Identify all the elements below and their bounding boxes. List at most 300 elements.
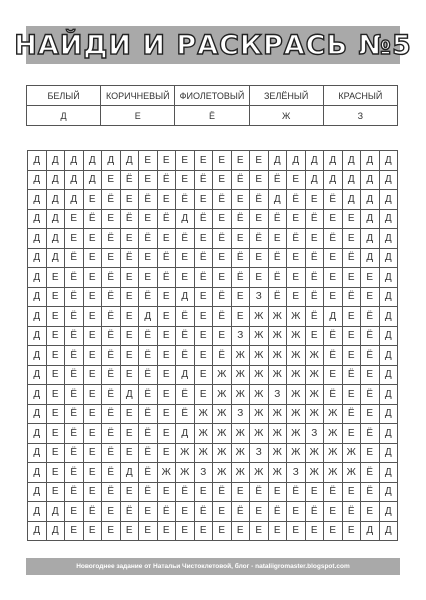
grid-cell[interactable]: Ё: [268, 287, 287, 307]
grid-cell[interactable]: Ё: [231, 248, 250, 268]
grid-cell[interactable]: Ё: [102, 326, 121, 346]
grid-cell[interactable]: Е: [361, 404, 380, 424]
grid-cell[interactable]: Ё: [305, 287, 324, 307]
grid-cell[interactable]: Е: [120, 190, 139, 210]
grid-cell[interactable]: Ё: [305, 307, 324, 327]
grid-cell[interactable]: Ё: [176, 190, 195, 210]
grid-cell[interactable]: Ё: [83, 502, 102, 522]
grid-cell[interactable]: Е: [342, 482, 361, 502]
grid-cell[interactable]: Д: [28, 248, 47, 268]
grid-cell[interactable]: Д: [379, 209, 398, 229]
grid-cell[interactable]: З: [268, 385, 287, 405]
grid-cell[interactable]: Ё: [65, 287, 84, 307]
grid-cell[interactable]: Ж: [250, 385, 269, 405]
grid-cell[interactable]: Ё: [120, 502, 139, 522]
grid-cell[interactable]: Е: [46, 346, 65, 366]
grid-cell[interactable]: Ё: [65, 307, 84, 327]
grid-cell[interactable]: Д: [28, 287, 47, 307]
grid-cell[interactable]: Д: [46, 170, 65, 190]
grid-cell[interactable]: З: [287, 463, 306, 483]
grid-cell[interactable]: Е: [361, 365, 380, 385]
grid-cell[interactable]: Е: [361, 287, 380, 307]
grid-cell[interactable]: Е: [305, 482, 324, 502]
grid-cell[interactable]: Д: [379, 229, 398, 249]
grid-cell[interactable]: Е: [287, 502, 306, 522]
grid-cell[interactable]: Ё: [268, 502, 287, 522]
grid-cell[interactable]: Д: [379, 502, 398, 522]
grid-cell[interactable]: Д: [46, 151, 65, 171]
grid-cell[interactable]: Ё: [194, 502, 213, 522]
grid-cell[interactable]: Е: [120, 346, 139, 366]
grid-cell[interactable]: Ё: [268, 209, 287, 229]
grid-cell[interactable]: Ж: [194, 404, 213, 424]
grid-cell[interactable]: Е: [46, 463, 65, 483]
grid-cell[interactable]: Д: [361, 170, 380, 190]
grid-cell[interactable]: Е: [46, 404, 65, 424]
grid-cell[interactable]: Ж: [305, 404, 324, 424]
grid-cell[interactable]: Ж: [176, 463, 195, 483]
grid-cell[interactable]: Ё: [157, 209, 176, 229]
grid-cell[interactable]: Ж: [287, 443, 306, 463]
grid-cell[interactable]: Ё: [250, 229, 269, 249]
grid-cell[interactable]: Е: [102, 502, 121, 522]
grid-cell[interactable]: Е: [83, 424, 102, 444]
grid-cell[interactable]: Е: [213, 151, 232, 171]
grid-cell[interactable]: Ж: [324, 443, 343, 463]
grid-cell[interactable]: Ё: [342, 248, 361, 268]
grid-cell[interactable]: Е: [231, 190, 250, 210]
grid-cell[interactable]: Д: [305, 151, 324, 171]
grid-cell[interactable]: Ё: [83, 209, 102, 229]
grid-cell[interactable]: Д: [361, 521, 380, 541]
grid-cell[interactable]: Е: [46, 365, 65, 385]
grid-cell[interactable]: Ё: [342, 287, 361, 307]
grid-cell[interactable]: Е: [268, 229, 287, 249]
grid-cell[interactable]: Ж: [231, 463, 250, 483]
grid-cell[interactable]: Ж: [305, 463, 324, 483]
grid-cell[interactable]: Д: [65, 151, 84, 171]
grid-cell[interactable]: Ё: [268, 170, 287, 190]
grid-cell[interactable]: Д: [46, 502, 65, 522]
grid-cell[interactable]: Е: [213, 268, 232, 288]
grid-cell[interactable]: Е: [157, 151, 176, 171]
grid-cell[interactable]: Д: [379, 307, 398, 327]
grid-cell[interactable]: Ё: [287, 229, 306, 249]
grid-cell[interactable]: Ё: [65, 346, 84, 366]
grid-cell[interactable]: Ё: [324, 385, 343, 405]
grid-cell[interactable]: Д: [120, 151, 139, 171]
grid-cell[interactable]: Д: [176, 424, 195, 444]
grid-cell[interactable]: Д: [361, 229, 380, 249]
grid-cell[interactable]: Ё: [65, 424, 84, 444]
grid-cell[interactable]: Ж: [231, 385, 250, 405]
grid-cell[interactable]: Ё: [176, 404, 195, 424]
grid-cell[interactable]: Е: [194, 229, 213, 249]
grid-cell[interactable]: Е: [46, 385, 65, 405]
grid-cell[interactable]: Е: [83, 326, 102, 346]
grid-cell[interactable]: Д: [379, 482, 398, 502]
grid-cell[interactable]: Ж: [268, 307, 287, 327]
grid-cell[interactable]: Д: [176, 209, 195, 229]
grid-cell[interactable]: Е: [361, 502, 380, 522]
grid-cell[interactable]: Е: [102, 209, 121, 229]
grid-cell[interactable]: Ё: [361, 326, 380, 346]
grid-cell[interactable]: Ё: [65, 248, 84, 268]
grid-cell[interactable]: Ж: [305, 365, 324, 385]
grid-cell[interactable]: Ж: [287, 424, 306, 444]
grid-cell[interactable]: Д: [176, 287, 195, 307]
grid-cell[interactable]: Ё: [102, 365, 121, 385]
grid-cell[interactable]: Д: [379, 521, 398, 541]
grid-cell[interactable]: З: [194, 463, 213, 483]
grid-cell[interactable]: Ё: [139, 326, 158, 346]
grid-cell[interactable]: Е: [287, 521, 306, 541]
grid-cell[interactable]: Ж: [213, 365, 232, 385]
grid-cell[interactable]: Е: [46, 287, 65, 307]
grid-cell[interactable]: Д: [268, 190, 287, 210]
grid-cell[interactable]: Ё: [361, 482, 380, 502]
grid-cell[interactable]: Д: [379, 248, 398, 268]
grid-cell[interactable]: Ё: [65, 385, 84, 405]
grid-cell[interactable]: Е: [139, 209, 158, 229]
grid-cell[interactable]: Ё: [65, 365, 84, 385]
grid-cell[interactable]: Д: [361, 248, 380, 268]
grid-cell[interactable]: Д: [28, 307, 47, 327]
grid-cell[interactable]: Ж: [342, 443, 361, 463]
grid-cell[interactable]: Д: [65, 190, 84, 210]
grid-cell[interactable]: Ё: [65, 326, 84, 346]
grid-cell[interactable]: Е: [120, 482, 139, 502]
grid-cell[interactable]: Е: [342, 326, 361, 346]
grid-cell[interactable]: Д: [28, 346, 47, 366]
grid-cell[interactable]: Ж: [157, 463, 176, 483]
grid-cell[interactable]: Д: [28, 365, 47, 385]
grid-cell[interactable]: Ж: [342, 463, 361, 483]
grid-cell[interactable]: Ё: [324, 326, 343, 346]
grid-cell[interactable]: Е: [157, 287, 176, 307]
grid-cell[interactable]: Д: [83, 151, 102, 171]
grid-cell[interactable]: Е: [83, 385, 102, 405]
grid-cell[interactable]: Е: [176, 170, 195, 190]
grid-cell[interactable]: Ё: [176, 385, 195, 405]
grid-cell[interactable]: Е: [324, 209, 343, 229]
grid-cell[interactable]: Ё: [139, 463, 158, 483]
grid-cell[interactable]: Ё: [157, 502, 176, 522]
grid-cell[interactable]: Д: [46, 248, 65, 268]
grid-cell[interactable]: Ё: [120, 209, 139, 229]
grid-cell[interactable]: Е: [268, 482, 287, 502]
grid-cell[interactable]: Е: [231, 151, 250, 171]
grid-cell[interactable]: Е: [102, 521, 121, 541]
grid-cell[interactable]: Е: [139, 151, 158, 171]
grid-cell[interactable]: Ё: [194, 268, 213, 288]
grid-cell[interactable]: Ё: [213, 307, 232, 327]
grid-cell[interactable]: Е: [250, 170, 269, 190]
grid-cell[interactable]: Ж: [287, 307, 306, 327]
grid-cell[interactable]: Е: [194, 482, 213, 502]
grid-cell[interactable]: Е: [83, 463, 102, 483]
grid-cell[interactable]: Ё: [231, 209, 250, 229]
grid-cell[interactable]: Ё: [268, 248, 287, 268]
grid-cell[interactable]: Д: [379, 190, 398, 210]
grid-cell[interactable]: Е: [194, 385, 213, 405]
grid-cell[interactable]: Ё: [65, 482, 84, 502]
grid-cell[interactable]: Ё: [120, 170, 139, 190]
grid-cell[interactable]: Е: [120, 326, 139, 346]
grid-cell[interactable]: Ё: [102, 404, 121, 424]
grid-cell[interactable]: Е: [194, 307, 213, 327]
grid-cell[interactable]: Д: [28, 385, 47, 405]
grid-cell[interactable]: Е: [120, 365, 139, 385]
grid-cell[interactable]: Д: [379, 326, 398, 346]
grid-cell[interactable]: Ё: [305, 248, 324, 268]
grid-cell[interactable]: Д: [120, 463, 139, 483]
grid-cell[interactable]: Е: [250, 268, 269, 288]
grid-cell[interactable]: Е: [120, 268, 139, 288]
grid-cell[interactable]: Д: [379, 268, 398, 288]
grid-cell[interactable]: Е: [231, 229, 250, 249]
grid-cell[interactable]: Е: [194, 346, 213, 366]
grid-cell[interactable]: Е: [213, 326, 232, 346]
grid-cell[interactable]: Е: [287, 170, 306, 190]
grid-cell[interactable]: Ё: [120, 248, 139, 268]
grid-cell[interactable]: Ё: [176, 346, 195, 366]
grid-cell[interactable]: Е: [176, 248, 195, 268]
grid-cell[interactable]: Е: [157, 385, 176, 405]
grid-cell[interactable]: Ё: [139, 287, 158, 307]
grid-cell[interactable]: Е: [213, 248, 232, 268]
grid-cell[interactable]: Е: [342, 268, 361, 288]
grid-cell[interactable]: Д: [28, 151, 47, 171]
grid-cell[interactable]: Е: [83, 190, 102, 210]
grid-cell[interactable]: Ё: [342, 404, 361, 424]
grid-cell[interactable]: Ж: [231, 443, 250, 463]
grid-cell[interactable]: Д: [46, 209, 65, 229]
grid-cell[interactable]: Ё: [102, 190, 121, 210]
grid-cell[interactable]: Е: [194, 151, 213, 171]
grid-cell[interactable]: Ё: [361, 463, 380, 483]
grid-cell[interactable]: Е: [102, 248, 121, 268]
grid-cell[interactable]: Е: [83, 521, 102, 541]
grid-cell[interactable]: Ё: [231, 268, 250, 288]
grid-cell[interactable]: Ё: [305, 502, 324, 522]
grid-cell[interactable]: Е: [250, 248, 269, 268]
grid-cell[interactable]: Ё: [213, 190, 232, 210]
grid-cell[interactable]: Е: [231, 521, 250, 541]
grid-cell[interactable]: Е: [83, 248, 102, 268]
grid-cell[interactable]: Ё: [176, 229, 195, 249]
grid-cell[interactable]: Е: [176, 521, 195, 541]
grid-cell[interactable]: Д: [287, 151, 306, 171]
grid-cell[interactable]: Ж: [324, 463, 343, 483]
grid-cell[interactable]: Е: [361, 443, 380, 463]
grid-cell[interactable]: Ж: [268, 443, 287, 463]
grid-cell[interactable]: Е: [176, 502, 195, 522]
grid-cell[interactable]: Ж: [250, 307, 269, 327]
grid-cell[interactable]: Ж: [213, 443, 232, 463]
grid-cell[interactable]: Ё: [250, 190, 269, 210]
grid-cell[interactable]: Ё: [139, 482, 158, 502]
grid-cell[interactable]: Е: [83, 287, 102, 307]
grid-cell[interactable]: Е: [139, 170, 158, 190]
grid-cell[interactable]: Е: [324, 268, 343, 288]
grid-cell[interactable]: Е: [157, 443, 176, 463]
grid-cell[interactable]: Е: [342, 521, 361, 541]
grid-cell[interactable]: Д: [65, 170, 84, 190]
grid-cell[interactable]: Е: [231, 307, 250, 327]
grid-cell[interactable]: Е: [342, 385, 361, 405]
grid-cell[interactable]: Е: [83, 404, 102, 424]
grid-cell[interactable]: Е: [194, 365, 213, 385]
grid-cell[interactable]: Е: [324, 521, 343, 541]
grid-cell[interactable]: Ё: [361, 307, 380, 327]
grid-cell[interactable]: Д: [268, 151, 287, 171]
grid-cell[interactable]: Д: [342, 170, 361, 190]
grid-cell[interactable]: Е: [305, 190, 324, 210]
grid-cell[interactable]: Ё: [139, 190, 158, 210]
grid-cell[interactable]: Д: [342, 151, 361, 171]
grid-cell[interactable]: Е: [120, 424, 139, 444]
grid-cell[interactable]: Е: [287, 268, 306, 288]
grid-cell[interactable]: Д: [361, 190, 380, 210]
grid-cell[interactable]: Е: [120, 229, 139, 249]
grid-cell[interactable]: Е: [194, 521, 213, 541]
grid-cell[interactable]: Ё: [213, 229, 232, 249]
grid-cell[interactable]: Ё: [213, 287, 232, 307]
grid-cell[interactable]: Д: [379, 151, 398, 171]
grid-cell[interactable]: Ж: [231, 365, 250, 385]
grid-cell[interactable]: Ж: [268, 346, 287, 366]
grid-cell[interactable]: Ё: [102, 443, 121, 463]
grid-cell[interactable]: Д: [28, 170, 47, 190]
grid-cell[interactable]: Е: [250, 209, 269, 229]
grid-cell[interactable]: Е: [342, 307, 361, 327]
grid-cell[interactable]: Е: [176, 151, 195, 171]
grid-cell[interactable]: Е: [65, 502, 84, 522]
grid-cell[interactable]: Ё: [324, 346, 343, 366]
grid-cell[interactable]: Ж: [324, 424, 343, 444]
grid-cell[interactable]: Ж: [287, 326, 306, 346]
grid-cell[interactable]: Ж: [250, 463, 269, 483]
grid-cell[interactable]: Ё: [231, 502, 250, 522]
grid-cell[interactable]: Ё: [139, 443, 158, 463]
grid-cell[interactable]: Е: [157, 229, 176, 249]
grid-cell[interactable]: Д: [28, 209, 47, 229]
grid-cell[interactable]: Ё: [102, 482, 121, 502]
grid-cell[interactable]: Д: [176, 365, 195, 385]
grid-cell[interactable]: Ж: [231, 424, 250, 444]
grid-cell[interactable]: Е: [324, 248, 343, 268]
grid-cell[interactable]: Е: [120, 307, 139, 327]
grid-cell[interactable]: Е: [83, 268, 102, 288]
grid-cell[interactable]: Е: [287, 209, 306, 229]
grid-cell[interactable]: Е: [305, 521, 324, 541]
grid-cell[interactable]: Е: [324, 365, 343, 385]
grid-cell[interactable]: Е: [120, 404, 139, 424]
grid-cell[interactable]: Ж: [268, 326, 287, 346]
grid-cell[interactable]: Ё: [139, 346, 158, 366]
grid-cell[interactable]: З: [231, 404, 250, 424]
grid-cell[interactable]: Д: [28, 190, 47, 210]
grid-cell[interactable]: Е: [213, 521, 232, 541]
grid-cell[interactable]: Д: [28, 521, 47, 541]
grid-cell[interactable]: Д: [28, 326, 47, 346]
grid-cell[interactable]: Е: [305, 229, 324, 249]
grid-cell[interactable]: Ё: [102, 307, 121, 327]
grid-cell[interactable]: Е: [194, 287, 213, 307]
grid-cell[interactable]: Ж: [250, 326, 269, 346]
grid-cell[interactable]: Ж: [305, 443, 324, 463]
grid-cell[interactable]: Ж: [231, 346, 250, 366]
grid-cell[interactable]: Д: [379, 404, 398, 424]
grid-cell[interactable]: Ё: [361, 424, 380, 444]
grid-cell[interactable]: Ж: [250, 346, 269, 366]
grid-cell[interactable]: Е: [65, 209, 84, 229]
grid-cell[interactable]: Ж: [250, 424, 269, 444]
grid-cell[interactable]: Д: [379, 385, 398, 405]
grid-cell[interactable]: Ж: [213, 463, 232, 483]
grid-cell[interactable]: Е: [139, 521, 158, 541]
grid-cell[interactable]: Е: [176, 268, 195, 288]
grid-cell[interactable]: Ж: [213, 424, 232, 444]
grid-cell[interactable]: Е: [305, 326, 324, 346]
grid-cell[interactable]: Е: [83, 346, 102, 366]
grid-cell[interactable]: Е: [213, 170, 232, 190]
grid-cell[interactable]: Д: [379, 443, 398, 463]
grid-cell[interactable]: Ё: [213, 346, 232, 366]
grid-cell[interactable]: Е: [361, 268, 380, 288]
grid-cell[interactable]: Ё: [139, 229, 158, 249]
grid-cell[interactable]: Ё: [194, 209, 213, 229]
grid-cell[interactable]: Д: [28, 443, 47, 463]
grid-cell[interactable]: Ё: [102, 385, 121, 405]
grid-cell[interactable]: Ё: [65, 268, 84, 288]
grid-cell[interactable]: Ж: [287, 404, 306, 424]
grid-cell[interactable]: Е: [157, 346, 176, 366]
grid-cell[interactable]: Ё: [176, 307, 195, 327]
grid-cell[interactable]: Е: [46, 307, 65, 327]
grid-cell[interactable]: З: [305, 424, 324, 444]
grid-cell[interactable]: Ж: [305, 385, 324, 405]
grid-cell[interactable]: Е: [157, 190, 176, 210]
grid-cell[interactable]: Е: [83, 229, 102, 249]
grid-cell[interactable]: Ё: [102, 346, 121, 366]
grid-cell[interactable]: Ё: [305, 268, 324, 288]
grid-cell[interactable]: Е: [157, 307, 176, 327]
grid-cell[interactable]: Е: [231, 482, 250, 502]
grid-cell[interactable]: Е: [213, 502, 232, 522]
grid-cell[interactable]: Ё: [194, 248, 213, 268]
grid-cell[interactable]: Ё: [342, 365, 361, 385]
grid-cell[interactable]: Ё: [102, 287, 121, 307]
grid-cell[interactable]: Д: [305, 170, 324, 190]
grid-cell[interactable]: Е: [120, 443, 139, 463]
grid-cell[interactable]: Е: [120, 521, 139, 541]
grid-cell[interactable]: Ё: [250, 482, 269, 502]
grid-cell[interactable]: Ё: [176, 326, 195, 346]
grid-cell[interactable]: Е: [342, 424, 361, 444]
grid-cell[interactable]: Ё: [102, 424, 121, 444]
grid-cell[interactable]: Д: [324, 307, 343, 327]
grid-cell[interactable]: Д: [379, 287, 398, 307]
grid-cell[interactable]: Е: [102, 170, 121, 190]
grid-cell[interactable]: Е: [324, 287, 343, 307]
grid-cell[interactable]: Е: [250, 521, 269, 541]
grid-cell[interactable]: Д: [324, 151, 343, 171]
grid-cell[interactable]: Е: [342, 209, 361, 229]
grid-cell[interactable]: Ё: [102, 268, 121, 288]
grid-cell[interactable]: Е: [65, 521, 84, 541]
